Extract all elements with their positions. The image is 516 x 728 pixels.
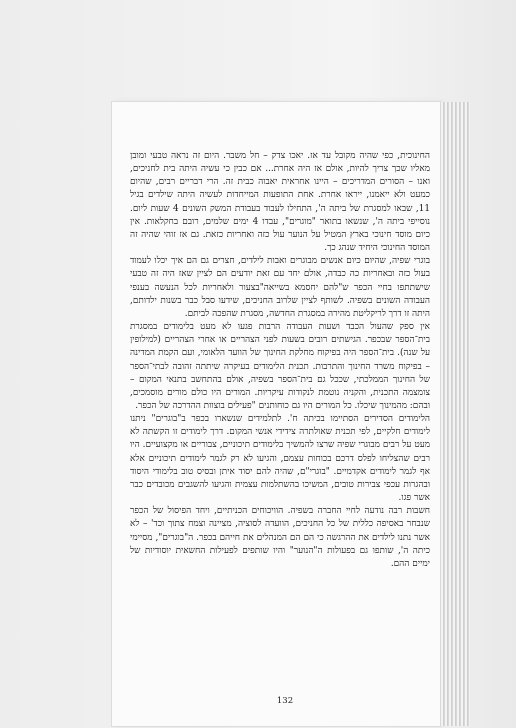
page-number: 132 — [276, 696, 294, 706]
paragraph-4: הלימודים הסדירים הסתיימו בכיתה ח'. לתלמידים שנשארו בכפר ב"בוגרים" ניתנו לימודים חלקיים, לפי תכנית שאולתרה צידידי אנשי המקום. דרך לימודים זו הקשתה לא מעט על רבים מבוגרי שפיה שרצו להמשיך בלימודים תיכוניים, צבוריים או מקצועיים. היו רבים שהצליחו לפלס דרכם בכוחות עצמם, והגיעו לא רק לגמר לימודים תיכוניים אלא אף לגמר לימודים אקדמיים. "בוגרי"ם, שהיה להם יסוד איתן ובסיס טוב בלימודי היסוד ובהגרות עכפי צבירות טובים, המשיכו בהשתלמות עצמית והגיעו להשגבים מכובדים כבר אשר פגו. — [130, 414, 430, 504]
body-text — [130, 150, 430, 670]
paragraph-1: החינוכית, כפי שהיה מקובל עד אז. יאכו צדק – חל משבר. היום זה נראה טבעי ומובן מאליו שכך צריך להיות, אולם אז היה אחרת... אם כבין כי עשיה היתה בית לחניכים, ואנו – הסורים המדריכים – היינו אחראית יאבוה כבית זה. הרי דבריים רבים, שהיום כמעט ולא ייאמנו, ייראו אחרת. אחת התופעות המייחדות לעשיה היתה שילדים בגיל 11, שבאו למסגרת של ביתה ה', התחילו לעבוד בעבודת המשק השונים 4 שעות ליום. נוסייפי ביתה ה', שנשאו בתואר "מוגרים", עבדו 4 ימים שלמים, רובם בחקלאות. אין כיום מוסד חינוכי בארץ המטיל על הנוער עול כזה ואחריות כזאת. גם אז זוהי שהיה זה המוסד החינוכי היחיד שנהג כך. — [130, 151, 430, 254]
paragraph-3: אין ספק שהעול הכבד ושעות העבודה הרבות פגעו לא מעט בלימודים במסגרת בית־הספר שבכפר. הגישתים רובים בשעות לפני הצהריים או אחרי הצהריים (למילופין על שנה). בית־הספר היה בפיקוח מחלקת החינוך של הוועד הלאומי, ועם הקמת המדינה – בפיקוח משרד החינוך והתרבות. תכנית הלימודים בעיקרה שיתתה זהובה לבתי־הספר של החינוך הממלכתי, שככל גם בית־הספר בשפיה, אולם בהתחשב בתנאי המקום – צומצמה התכנית, והקניה נוטמת לנקודות עיקריות. המורים היו כולם מורים מוסמכים, ובהם: מהמינוך שיכלו. כל המורים היו גם כוחותנים "פעילים בוצוות ההדרכה של הכפר. — [130, 322, 430, 411]
page-edges — [440, 102, 470, 726]
paragraph-2: בוגרי שפיה, שהיום כיום אנשים מבוגרים ואבות לילדים, חצרים גם הם איך יכלו לעמוד בעול כזה ובאחריות כה כבדה, אולם יחד עם זאת יודעים הם לציין שאז היה זה טבעי שישתתפו בחיי הכפר ש"להם יחסמא בשייאה"בצעור ולאחריות לכל הנעשה בענפי העבודה השונים בשפיה. לשותף לציין שלרוב החניכים, שידעו סבל כבר בשנות ילדותם, היתה זו דרך לריקליטת מהירה במסגרת החדשה, מסגרת שהפכה לביתם. — [130, 256, 430, 319]
paragraph-5: חשבות רבה נודעה לחיי החברה בשפיה. הוויכוחים הכניתיים, ויחד הפיסול של הכפר שנבחר באסיפה כללית של כל החניכים, הוועדה לסוציה, מציינה וצמח צתוך וכד' – לא אשר נתנו לילדים את ההרגשה כי הם הם המנהלים את חייהם בכפר. ה"בוגרים", מסיימי כיתה ה', שותפו גם בפעולות ה"הנוער" והיו שותפים לפעילות החשאית יוסודיות של ימיים ההם. — [130, 506, 430, 569]
